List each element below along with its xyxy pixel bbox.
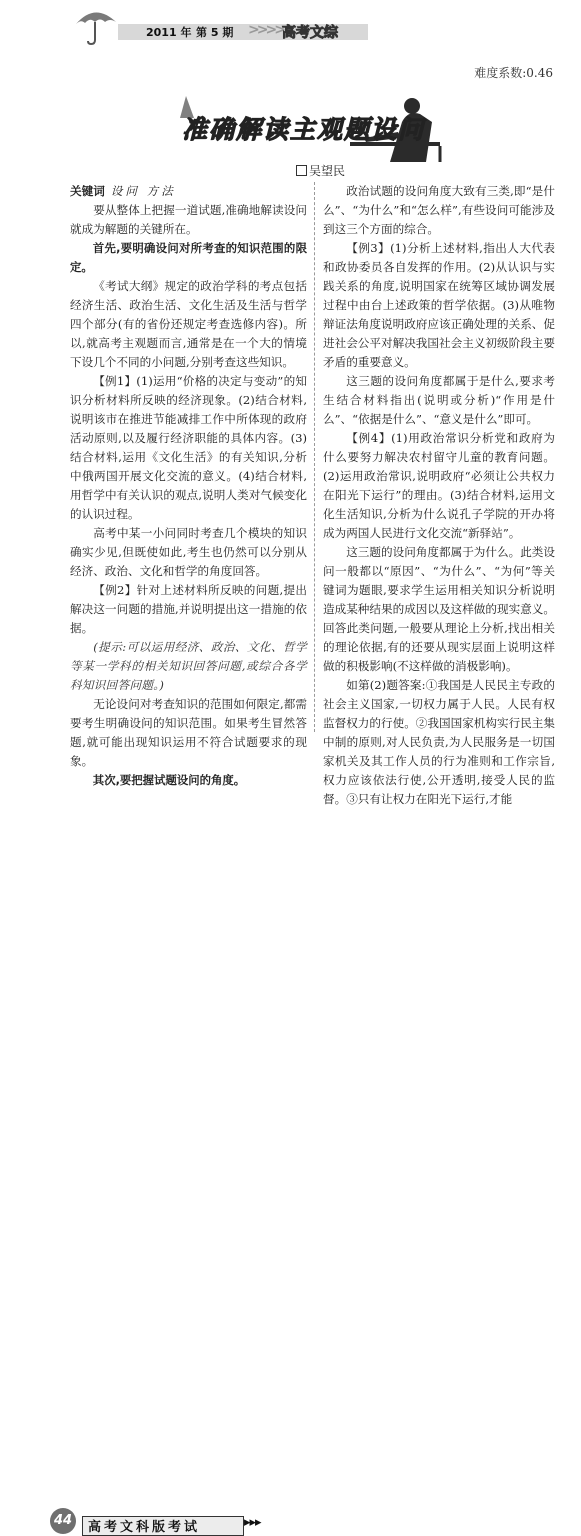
- paragraph: 首先,要明确设问对所考查的知识范围的限定。: [70, 241, 307, 274]
- paragraph: 【例2】针对上述材料所反映的问题,提出解决这一问题的措施,并说明提出这一措施的依据。: [70, 583, 307, 635]
- header-year: 2011 年: [146, 26, 192, 39]
- paragraph: 【例4】(1)用政治常识分析党和政府为什么要努力解决农村留守儿童的教育问题。(2)运用政治常识,说明政府“必须让公共权力在阳光下运行”的理由。(3)结合材料,运用文化生活知识,分析为什么说孔子学院的开办将成为两国人民进行文化交流“新驿站”。: [323, 431, 555, 540]
- header-issue: 第 5 期: [196, 26, 234, 39]
- author-line: [296, 162, 345, 179]
- right-body: [323, 182, 555, 809]
- paragraph: 政治试题的设问角度大致有三类,即“是什么”、“为什么”和“怎么样”,有些设问可能涉及到这三个方面的综合。: [323, 184, 555, 236]
- author-box-icon: [296, 165, 307, 176]
- left-column: [70, 182, 307, 790]
- paragraph: 《考试大纲》规定的政治学科的考点包括经济生活、政治生活、文化生活及生活与哲学四个部分(有的省份还规定考查选修内容)。所以,就高考主观题而言,通常是在一个大的情境下设几个不同的小问题,分别考查这些知识。: [70, 279, 307, 369]
- keywords-label: 关键词: [70, 184, 105, 198]
- header-chevrons: >>>>: [248, 22, 283, 38]
- page-header: [0, 0, 581, 48]
- keywords-values: 设问 方法: [110, 184, 176, 198]
- author-name: 吴望民: [309, 164, 346, 178]
- left-body: [70, 201, 307, 790]
- keywords-line: [70, 182, 307, 201]
- footer-chevrons: ▸▸▸: [244, 1515, 261, 1530]
- paragraph: 【例1】(1)运用“价格的决定与变动”的知识分析材料所反映的经济现象。(2)结合材料,说明该市在推进节能减排工作中所体现的政府活动原则,以及履行经济职能的具体内容。(3)结合材料,运用《文化生活》的有关知识,分析中俄两国开展文化交流的意义。(4)结合材料,用哲学中有关认识的观点,说明人类对气候变化的认识过程。: [70, 374, 307, 521]
- page-number: 44: [50, 1508, 76, 1534]
- header-brand: 高考文综: [282, 25, 338, 41]
- paragraph: 要从整体上把握一道试题,准确地解读设问就成为解题的关键所在。: [70, 203, 307, 236]
- paragraph: 这三题的设问角度都属于是什么,要求考生结合材料指出(说明或分析)“作用是什么”、“依据是什么”、“意义是什么”即可。: [323, 374, 555, 426]
- paragraph: (提示:可以运用经济、政治、文化、哲学等某一学科的相关知识回答问题,或综合各学科知识回答问题。): [70, 640, 307, 692]
- paragraph: 如第(2)题答案:①我国是人民民主专政的社会主义国家,一切权力属于人民。人民有权监督权力的行使。②我国国家机构实行民主集中制的原则,对人民负责,为人民服务是一切国家机关及其工作人员的行为准则和工作宗旨,权力应该依法行使,公开透明,接受人民的监督。③只有让权力在阳光下运行,才能: [323, 678, 555, 806]
- paragraph: 其次,要把握试题设问的角度。: [92, 773, 246, 787]
- paragraph: 这三题的设问角度都属于为什么。此类设问一般都以“原因”、“为什么”、“为何”等关键词为题眼,要求学生运用相关知识分析说明造成某种结果的成因以及这样做的现实意义。回答此类问题,一般要从理论上分析,找出相关的理论依据,有的还要从现实层面上说明这样做的积极影响(不这样做的消极影响)。: [323, 545, 555, 673]
- paragraph: 【例3】(1)分析上述材料,指出人大代表和政协委员各自发挥的作用。(2)从认识与实践关系的角度,说明国家在统筹区域协调发展过程中由台上述政策的哲学依据。(3)从唯物辩证法角度说明政府应该正确处理的关系、促进社会公平对解决我国社会主义初级阶段主要矛盾的重要意义。: [323, 241, 555, 369]
- paragraph: 高考中某一小问同时考查几个模块的知识确实少见,但既使如此,考生也仍然可以分别从经济、政治、文化和哲学的角度回答。: [70, 526, 307, 578]
- umbrella-logo-icon: [72, 6, 118, 46]
- article-title: 准确解读主观题设问: [182, 115, 426, 144]
- footer-magazine: 高考文科版考试: [88, 1520, 201, 1535]
- right-column: [323, 182, 555, 809]
- page-footer: [0, 752, 581, 1535]
- column-divider: [314, 182, 315, 732]
- difficulty-rating: 难度系数:0.46: [474, 66, 553, 80]
- paragraph: 无论设问对考查知识的范围如何限定,都需要考生明确设问的知识范围。如果考生冒然答题,就可能出现知识运用不符合试题要求的现象。: [70, 697, 307, 768]
